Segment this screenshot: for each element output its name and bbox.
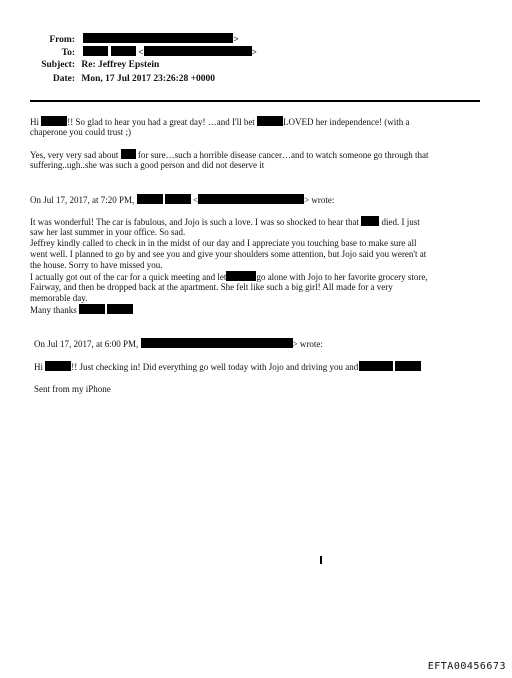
redaction [121,149,136,159]
message-line-2 [30,127,131,138]
quote2-line-1 [34,361,421,373]
redaction [111,46,136,56]
to-label: To: [61,48,75,58]
quote1-line-7 [30,282,393,293]
message-line-4 [30,160,264,171]
redaction [257,116,283,126]
text: Yes, very very sad about [30,150,119,160]
date-value: Mon, 17 Jul 2017 23:26:28 +0000 [81,74,216,84]
redaction [41,116,67,126]
text: < [193,195,199,205]
stray-mark [320,556,322,564]
date-label: Date: [52,74,75,84]
header-divider [30,100,480,102]
quote1-header [30,194,334,206]
text: I actually got out of the car for a quick meeting and let [30,272,227,282]
redaction [144,46,252,56]
text: died. I just [381,217,420,227]
quote1-line-4 [30,249,426,260]
redaction [198,194,304,204]
text: Sent from my iPhone [34,384,111,394]
text: On Jul 17, 2017, at 6:00 PM, [34,339,139,349]
bates-number: EFTA00456673 [427,661,506,672]
gt: > [251,48,257,58]
quote2-header [34,338,323,350]
text: saw her last summer in your office. So sad. [30,227,186,237]
quote2-signature [34,384,111,395]
text: > wrote: [304,195,335,205]
redaction [165,194,191,204]
text: suffering..ugh..she was such a good person and did not deserve it [30,160,265,170]
redaction [137,194,163,204]
to-row [40,46,257,58]
redaction [107,304,133,314]
text: for sure…such a horrible disease cancer…and to watch someone go through that [137,150,429,160]
quote1-line-9 [30,304,133,316]
text: went well. I planned to go by and see you and give your shoulders some attention, but Jojo said you weren't at [30,249,427,259]
redaction [45,361,71,371]
redaction [395,361,421,371]
text: Many thanks [30,305,77,315]
lt: < [138,48,144,58]
text: Fairway, and then be dropped back at the apartment. She felt like such a big girl! All made for a very [30,282,393,292]
text: memorable day. [30,293,88,303]
gt: > [233,35,239,45]
text: Hi [30,117,39,127]
redaction [141,338,293,348]
text: !! Just checking in! Did everything go well today with Jojo and driving you and [71,362,359,372]
from-label: From: [49,35,75,45]
quote1-line-5 [30,260,162,271]
text: Hi [34,362,43,372]
quote1-line-8 [30,293,87,304]
quote1-line-2 [30,227,185,238]
from-row [40,33,239,45]
redaction [79,304,105,314]
text: go alone with Jojo to her favorite grocery store, [256,272,428,282]
text: It was wonderful! The car is fabulous, and Jojo is such a love. I was so shocked to hear that [30,217,360,227]
text: On Jul 17, 2017, at 7:20 PM, [30,195,135,205]
subject-value: Re: Jeffrey Epstein [81,60,160,70]
subject-label: Subject: [41,60,75,70]
text: chaperone you could trust ;) [30,127,131,137]
text: the house. Sorry to have missed you. [30,260,163,270]
redaction [361,216,379,226]
date-row [40,74,215,84]
quote1-line-3 [30,238,416,249]
subject-row [40,60,159,70]
redaction [83,46,108,56]
text: !! So glad to hear you had a great day! …and I'll bet [67,117,255,127]
text: LOVED her independence! (with a [283,117,410,127]
text: Jeffrey kindly called to check in in the midst of our day and I appreciate you touching base to make sure all [30,238,417,248]
redaction [83,33,233,43]
text: > wrote: [292,339,323,349]
redaction [359,361,393,371]
redaction [226,271,256,281]
